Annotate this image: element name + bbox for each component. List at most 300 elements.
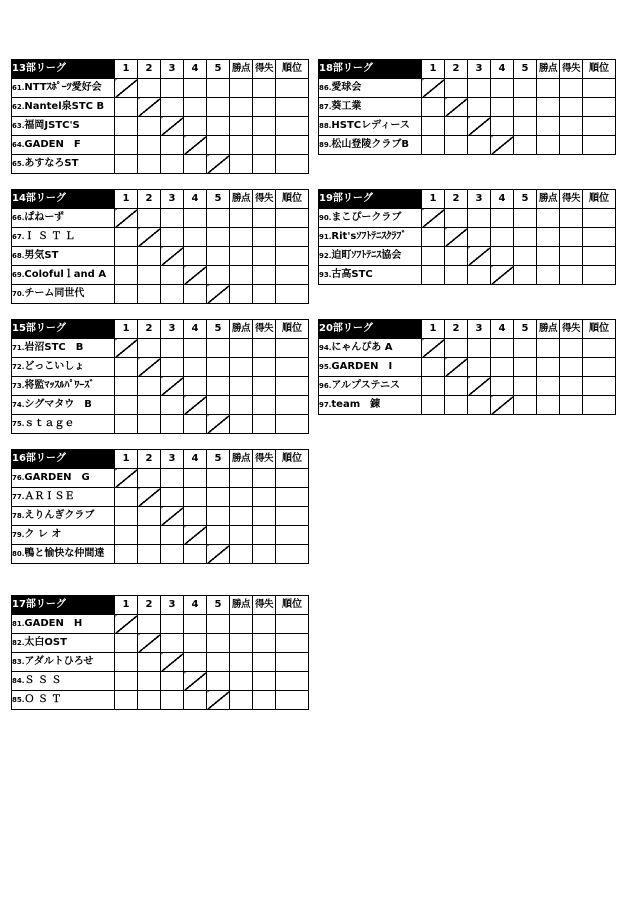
rank-cell [276,634,309,653]
team-row [12,266,309,285]
match-result-cell [138,545,161,564]
league-title: 19部リーグ [319,190,422,209]
self-match-diagonal [422,339,445,358]
team-number: 87. [319,103,332,111]
rank-header: 順位 [583,320,616,339]
win-points-cell [230,247,253,266]
win-points-cell [230,526,253,545]
team-cell [12,266,115,285]
round-column-header: 5 [514,190,537,209]
team-cell [319,79,422,98]
round-column-header: 3 [161,596,184,615]
match-result-cell [161,266,184,285]
match-result-cell [207,117,230,136]
team-name: 迫町ｿﾌﾄﾃﾆｽ協会 [331,250,402,261]
win-points-cell [230,117,253,136]
match-result-cell [207,672,230,691]
match-result-cell [138,507,161,526]
self-match-diagonal [468,377,491,396]
team-name: にゃんぴあ A [331,342,393,353]
goal-diff-cell [253,545,276,564]
round-column-header: 1 [422,190,445,209]
team-number: 89. [319,141,332,149]
round-column-header: 3 [468,320,491,339]
goal-diff-cell [560,247,583,266]
goal-diff-cell [253,117,276,136]
rank-header: 順位 [276,190,309,209]
self-match-diagonal [161,117,184,136]
match-result-cell [138,339,161,358]
league-table [11,59,309,174]
round-column-header: 1 [115,190,138,209]
team-number: 95. [319,363,332,371]
match-result-cell [115,396,138,415]
goal-diff-cell [253,634,276,653]
league-title: 17部リーグ [12,596,115,615]
goal-diff-cell [253,155,276,174]
team-name: 福岡JSTC'S [24,120,80,131]
round-column-header: 2 [445,60,468,79]
team-cell [12,285,115,304]
match-result-cell [514,228,537,247]
match-result-cell [138,209,161,228]
match-result-cell [184,415,207,434]
team-row [319,266,616,285]
team-row [12,228,309,247]
match-result-cell [207,98,230,117]
match-result-cell [468,228,491,247]
match-result-cell [115,672,138,691]
round-column-header: 4 [184,60,207,79]
goal-diff-cell [253,377,276,396]
match-result-cell [115,488,138,507]
match-result-cell [184,377,207,396]
team-row [12,469,309,488]
league-title: 18部リーグ [319,60,422,79]
self-match-diagonal [138,98,161,117]
match-result-cell [445,79,468,98]
rank-cell [583,117,616,136]
round-column-header: 4 [184,190,207,209]
league-table [11,449,309,564]
round-column-header: 3 [468,60,491,79]
team-row [12,653,309,672]
match-result-cell [184,653,207,672]
self-match-diagonal [115,79,138,98]
win-points-cell [230,98,253,117]
match-result-cell [514,358,537,377]
rank-header: 順位 [583,190,616,209]
team-number: 93. [319,271,332,279]
team-cell [12,488,115,507]
league-title: 13部リーグ [12,60,115,79]
match-result-cell [184,209,207,228]
win-points-cell [230,358,253,377]
match-result-cell [161,615,184,634]
rank-header: 順位 [276,320,309,339]
match-result-cell [445,136,468,155]
match-result-cell [491,339,514,358]
match-result-cell [161,228,184,247]
match-result-cell [207,247,230,266]
team-cell [319,377,422,396]
self-match-diagonal [161,247,184,266]
match-result-cell [115,526,138,545]
self-match-diagonal [184,526,207,545]
rank-cell [276,653,309,672]
win-points-cell [230,228,253,247]
team-name: 男気ST [24,250,59,261]
team-cell [319,209,422,228]
match-result-cell [468,396,491,415]
goal-diff-cell [253,396,276,415]
team-name: Ｏ Ｓ Ｔ [24,694,62,705]
goal-diff-cell [253,228,276,247]
team-cell [12,247,115,266]
goal-diff-cell [253,672,276,691]
team-row [12,339,309,358]
match-result-cell [115,266,138,285]
rank-cell [276,691,309,710]
rank-cell [276,117,309,136]
match-result-cell [207,266,230,285]
rank-cell [583,266,616,285]
match-result-cell [491,98,514,117]
match-result-cell [161,415,184,434]
match-result-cell [161,285,184,304]
team-row [12,155,309,174]
match-result-cell [184,79,207,98]
team-row [12,691,309,710]
goal-diff-header: 得失 [560,190,583,209]
team-name: GARDEN I [331,361,393,372]
round-column-header: 2 [138,596,161,615]
rank-cell [583,79,616,98]
self-match-diagonal [161,507,184,526]
round-column-header: 1 [115,60,138,79]
team-name: アダルトひろせ [24,656,94,667]
goal-diff-cell [560,396,583,415]
match-result-cell [422,396,445,415]
goal-diff-cell [253,526,276,545]
match-result-cell [184,98,207,117]
goal-diff-cell [560,98,583,117]
team-number: 74. [12,401,25,409]
match-result-cell [115,117,138,136]
rank-cell [276,228,309,247]
self-match-diagonal [138,358,161,377]
win-points-cell [230,415,253,434]
self-match-diagonal [491,396,514,415]
team-name: あすなろST [24,158,79,169]
match-result-cell [115,358,138,377]
team-name: 松山登陵クラブB [331,139,410,150]
win-points-cell [230,377,253,396]
rank-cell [583,396,616,415]
match-result-cell [184,228,207,247]
team-name: シグマタウ B [24,399,92,410]
match-result-cell [468,136,491,155]
rank-cell [583,358,616,377]
goal-diff-cell [253,285,276,304]
match-result-cell [514,98,537,117]
rank-cell [583,209,616,228]
team-row [12,415,309,434]
rank-cell [276,155,309,174]
team-name: 葵工業 [331,101,362,112]
match-result-cell [514,396,537,415]
round-column-header: 1 [422,60,445,79]
rank-cell [583,228,616,247]
match-result-cell [115,285,138,304]
match-result-cell [491,79,514,98]
match-result-cell [138,155,161,174]
goal-diff-cell [253,136,276,155]
team-number: 78. [12,512,25,520]
goal-diff-cell [560,266,583,285]
team-row [319,247,616,266]
team-name: GADEN F [24,139,81,150]
team-cell [12,634,115,653]
rank-cell [276,526,309,545]
round-column-header: 4 [491,60,514,79]
goal-diff-cell [253,266,276,285]
team-name: ｓｔａｇｅ [24,418,75,429]
goal-diff-cell [560,339,583,358]
goal-diff-cell [253,615,276,634]
team-number: 69. [12,271,25,279]
rank-cell [276,377,309,396]
match-result-cell [161,691,184,710]
round-column-header: 5 [207,450,230,469]
match-result-cell [514,79,537,98]
goal-diff-cell [253,653,276,672]
team-name: チーム同世代 [24,288,85,299]
rank-cell [276,79,309,98]
match-result-cell [207,507,230,526]
match-result-cell [491,247,514,266]
rank-header: 順位 [276,596,309,615]
team-row [319,117,616,136]
team-cell [12,339,115,358]
match-result-cell [161,79,184,98]
team-number: 68. [12,252,25,260]
team-cell [319,396,422,415]
team-row [12,285,309,304]
team-row [12,98,309,117]
team-row [12,396,309,415]
team-name: team 錬 [331,399,381,410]
team-row [319,377,616,396]
match-result-cell [207,228,230,247]
round-column-header: 2 [445,190,468,209]
team-cell [12,615,115,634]
self-match-diagonal [491,136,514,155]
match-result-cell [161,672,184,691]
rank-cell [276,396,309,415]
team-name: Rit'sｿﾌﾄﾃﾆｽｸﾗﾌﾞ [331,231,407,242]
match-result-cell [115,377,138,396]
team-number: 65. [12,160,25,168]
goal-diff-cell [253,209,276,228]
self-match-diagonal [445,228,468,247]
self-match-diagonal [115,339,138,358]
team-row [319,209,616,228]
win-points-header: 勝点 [537,320,560,339]
match-result-cell [207,488,230,507]
match-result-cell [468,266,491,285]
team-name: えりんぎクラブ [24,510,95,521]
team-number: 97. [319,401,332,409]
match-result-cell [138,117,161,136]
match-result-cell [138,285,161,304]
win-points-cell [230,155,253,174]
goal-diff-cell [560,136,583,155]
team-number: 62. [12,103,25,111]
match-result-cell [138,377,161,396]
match-result-cell [468,339,491,358]
self-match-diagonal [207,415,230,434]
self-match-diagonal [115,469,138,488]
match-result-cell [422,228,445,247]
team-cell [319,247,422,266]
match-result-cell [514,377,537,396]
team-name: アルプステニス [331,380,401,391]
match-result-cell [115,228,138,247]
team-row [12,358,309,377]
team-row [12,209,309,228]
round-column-header: 5 [207,60,230,79]
match-result-cell [445,266,468,285]
win-points-cell [537,228,560,247]
team-cell [12,98,115,117]
goal-diff-cell [560,358,583,377]
team-row [12,136,309,155]
team-cell [12,136,115,155]
team-cell [12,672,115,691]
rank-cell [276,545,309,564]
league-table [11,189,309,304]
match-result-cell [445,339,468,358]
match-result-cell [184,117,207,136]
match-result-cell [184,285,207,304]
team-row [12,488,309,507]
team-row [319,79,616,98]
team-number: 91. [319,233,332,241]
team-cell [12,79,115,98]
round-column-header: 2 [138,450,161,469]
league-title: 16部リーグ [12,450,115,469]
match-result-cell [445,209,468,228]
team-row [319,339,616,358]
team-number: 64. [12,141,25,149]
win-points-cell [230,136,253,155]
match-result-cell [491,209,514,228]
match-result-cell [445,117,468,136]
rank-cell [276,415,309,434]
self-match-diagonal [138,488,161,507]
rank-cell [583,136,616,155]
team-row [12,377,309,396]
team-number: 77. [12,493,25,501]
match-result-cell [491,228,514,247]
rank-cell [583,377,616,396]
match-result-cell [514,117,537,136]
win-points-cell [537,358,560,377]
team-name: 愛球会 [331,82,362,93]
match-result-cell [161,155,184,174]
self-match-diagonal [184,672,207,691]
goal-diff-cell [253,507,276,526]
league-title: 14部リーグ [12,190,115,209]
round-column-header: 3 [161,450,184,469]
team-row [12,634,309,653]
team-name: Ｓ Ｓ Ｓ [24,675,62,686]
match-result-cell [207,396,230,415]
win-points-cell [537,396,560,415]
team-name: まこぴークラブ [331,212,402,223]
match-result-cell [115,155,138,174]
match-result-cell [422,136,445,155]
win-points-header: 勝点 [537,190,560,209]
match-result-cell [422,117,445,136]
round-column-header: 5 [207,596,230,615]
team-cell [319,358,422,377]
match-result-cell [184,488,207,507]
round-column-header: 4 [184,320,207,339]
match-result-cell [161,526,184,545]
match-result-cell [207,526,230,545]
league-table [318,319,616,415]
win-points-header: 勝点 [537,60,560,79]
team-number: 92. [319,252,332,260]
team-name: 太白OST [24,637,67,648]
team-number: 83. [12,658,25,666]
goal-diff-cell [253,691,276,710]
goal-diff-header: 得失 [253,60,276,79]
match-result-cell [207,469,230,488]
team-number: 88. [319,122,332,130]
win-points-header: 勝点 [230,190,253,209]
match-result-cell [115,507,138,526]
round-column-header: 1 [422,320,445,339]
match-result-cell [184,634,207,653]
match-result-cell [514,247,537,266]
self-match-diagonal [207,155,230,174]
rank-cell [276,209,309,228]
match-result-cell [138,266,161,285]
rank-cell [583,247,616,266]
team-number: 90. [319,214,332,222]
goal-diff-cell [560,228,583,247]
match-result-cell [161,396,184,415]
round-column-header: 3 [161,190,184,209]
round-column-header: 2 [445,320,468,339]
rank-header: 順位 [276,60,309,79]
goal-diff-cell [253,488,276,507]
team-number: 94. [319,344,332,352]
self-match-diagonal [422,79,445,98]
win-points-cell [537,98,560,117]
self-match-diagonal [161,377,184,396]
goal-diff-cell [253,79,276,98]
team-number: 96. [319,382,332,390]
self-match-diagonal [184,266,207,285]
match-result-cell [184,358,207,377]
team-name: Nantel泉STC B [24,101,105,112]
match-result-cell [138,396,161,415]
round-column-header: 3 [161,60,184,79]
